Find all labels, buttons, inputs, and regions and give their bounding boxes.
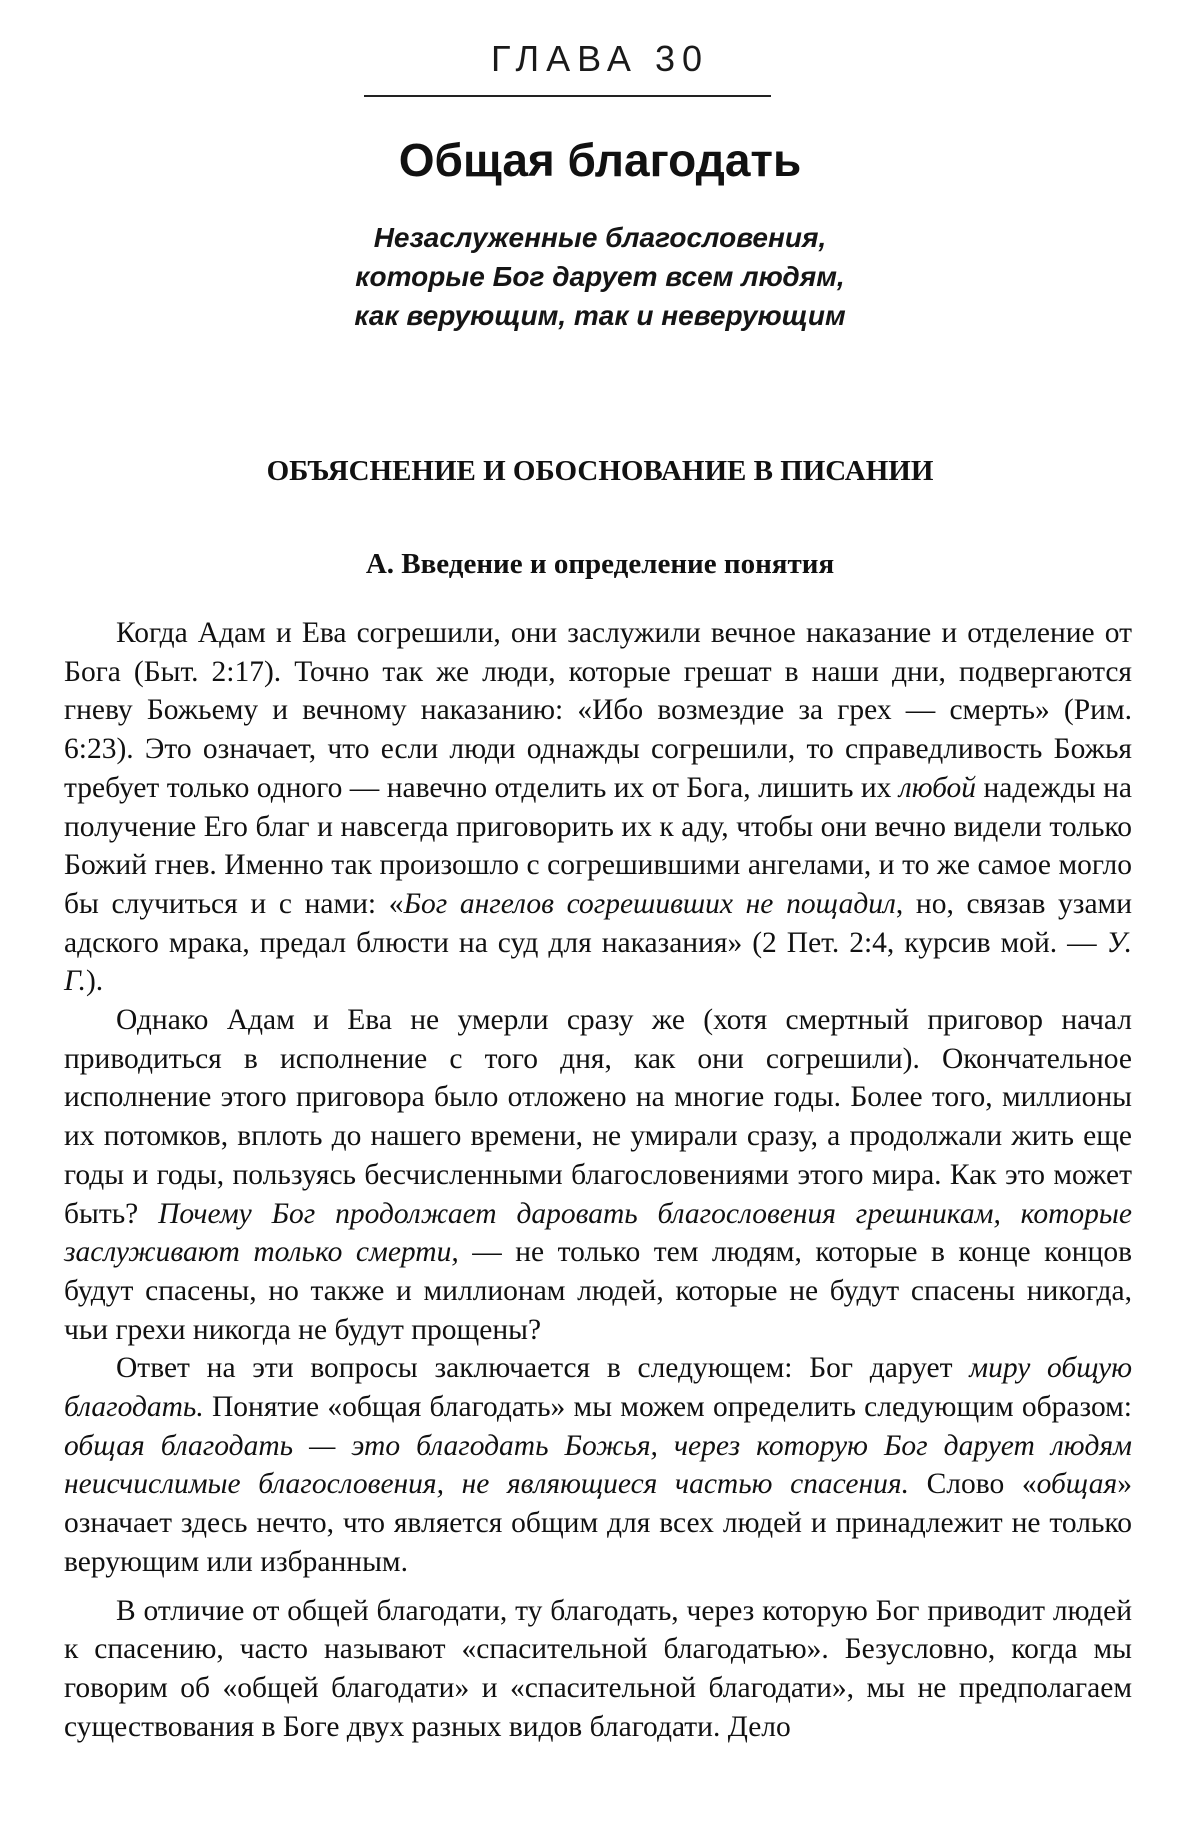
- emphasis-text: миру общую благодать.: [64, 1352, 1132, 1424]
- text-run: Понятие «общая благодать» мы можем определить следующим образом:: [203, 1391, 1132, 1424]
- chapter-divider: [364, 95, 771, 97]
- text-run: » означает здесь нечто, что является общим для всех людей и принадлежит не только верующим или избранным.: [64, 1468, 1132, 1578]
- body-text: [64, 614, 1132, 1746]
- paragraph: [64, 1349, 1132, 1581]
- text-run: надежды на получение Его благ и навсегда приговорить их к аду, чтобы они вечно видели только Божий гнев. Именно так произошло с согрешившими ангелами, и то же самое могло бы случиться и с нами: «: [64, 771, 1132, 920]
- paragraph: [64, 1592, 1132, 1747]
- text-run: Однако Адам и Ева не умерли сразу же (хотя смертный приговор начал приводиться в исполнение с того дня, как они согрешили). Окончательное исполнение этого приговора было отложено на многие годы. Более того, миллионы их потомков, вплоть до нашего времени, не умирали сразу, а продолжали жить еще годы и годы, пользуясь бесчисленными благословениями этого мира. Как это может быть?: [64, 1004, 1132, 1230]
- emphasis-text: общая: [1036, 1468, 1118, 1501]
- text-run: ).: [85, 965, 104, 998]
- emphasis-text: Почему Бог продолжает даровать благословения грешникам, которые заслуживают только смерти,: [64, 1197, 1132, 1269]
- subsection-heading: А. Введение и определение понятия: [365, 548, 835, 580]
- text-run: Когда Адам и Ева согрешили, они заслужили вечное наказание и отделение от Бога (Быт. 2:17). Точно так же люди, которые грешат в наши дни, подвергаются гневу Божьему и вечному наказанию: «Ибо возмездие за грех — смерть» (Рим. 6:23). Это означает, что если люди однажды согрешили, то справедливость Божья требует только одного — навечно отделить их от Бога, лишить их: [64, 617, 1132, 804]
- chapter-subtitle: [0, 218, 1200, 335]
- emphasis-text: любой: [898, 771, 977, 804]
- subtitle-line: как верующим, так и неверующим: [354, 300, 846, 331]
- emphasis-text: У. Г.: [64, 926, 1132, 998]
- paragraph: [64, 614, 1132, 1001]
- subtitle-line: Незаслуженные благословения,: [373, 222, 827, 253]
- emphasis-text: общая благодать — это благодать Божья, через которую Бог дарует людям неисчислимые благословения, не являющиеся частью спасения.: [64, 1429, 1132, 1501]
- chapter-title: Общая благодать: [398, 134, 802, 186]
- paragraph: [64, 1001, 1132, 1349]
- section-heading: ОБЪЯСНЕНИЕ И ОБОСНОВАНИЕ В ПИСАНИИ: [266, 455, 934, 487]
- text-run: , но, связав узами адского мрака, предал блюсти на суд для наказания» (2 Пет. 2:4, курсив мой. —: [64, 887, 1132, 959]
- chapter-label: ГЛАВА 30: [491, 38, 709, 79]
- text-run: Ответ на эти вопросы заключается в следующем: Бог дарует: [116, 1352, 970, 1385]
- text-run: Слово «: [908, 1468, 1037, 1501]
- emphasis-text: Бог ангелов согрешивших не пощадил: [403, 887, 896, 920]
- text-run: В отличие от общей благодати, ту благодать, через которую Бог приводит людей к спасению, часто называют «спасительной благодатью». Безусловно, когда мы говорим об «общей благодати» и «спасительной благодати», мы не предполагаем существования в Боге двух разных видов благодати. Дело: [64, 1594, 1132, 1743]
- subtitle-line: которые Бог дарует всем людям,: [355, 261, 845, 292]
- text-run: — не только тем людям, которые в конце концов будут спасены, но также и миллионам людей, которые не будут спасены никогда, чьи грехи никогда не будут прощены?: [64, 1236, 1133, 1346]
